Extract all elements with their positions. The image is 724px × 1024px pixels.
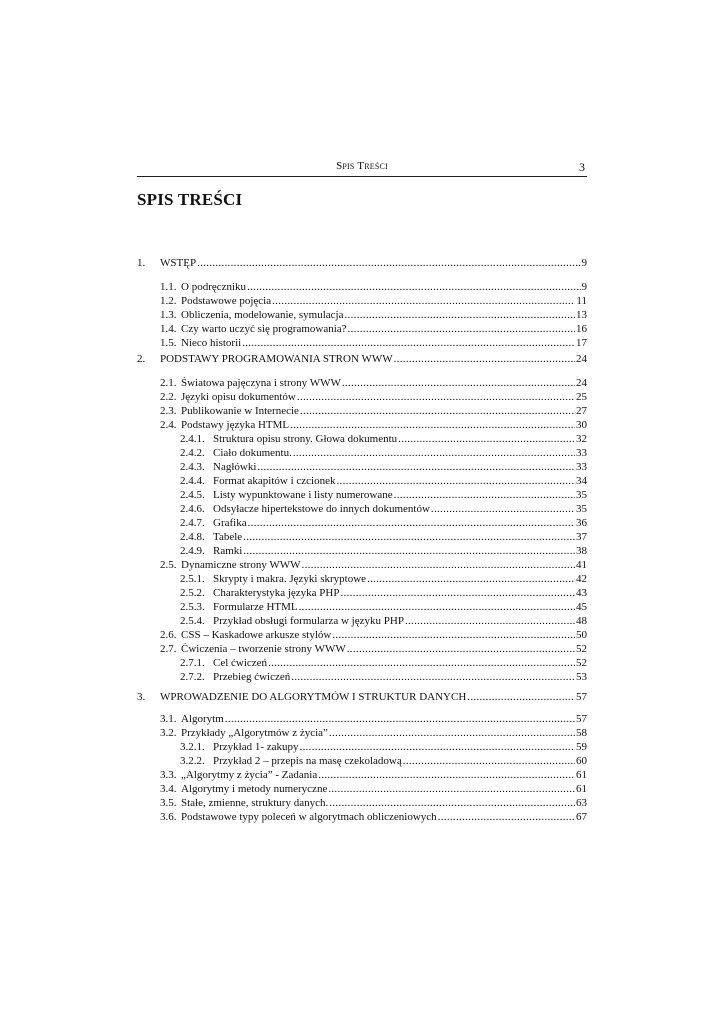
toc-entry (180, 601, 587, 614)
toc-dot-leader (438, 811, 575, 824)
toc-entry-title: Publikowanie w Internecie (181, 405, 299, 417)
toc-dot-leader (243, 545, 575, 558)
toc-entry (180, 447, 587, 460)
toc-entry-number: 2.1. (160, 377, 177, 389)
toc-entry-title: Charakterystyka języka PHP (213, 587, 340, 599)
toc-entry-page: 63 (576, 797, 587, 809)
toc-entry-title: Grafika (213, 517, 247, 529)
toc-entry-page: 35 (576, 489, 587, 501)
toc-entry-page: 60 (576, 755, 587, 767)
toc-entry-number: 2.4.9. (180, 545, 205, 557)
toc-entry-title: Przykład 2 – przepis na masę czekoladową (213, 755, 402, 767)
toc-dot-leader (467, 691, 575, 704)
toc-entry (180, 517, 587, 530)
toc-entry-page: 25 (576, 391, 587, 403)
toc-entry-number: 2.7.1. (180, 657, 205, 669)
toc-dot-leader (291, 671, 575, 684)
toc-entry-page: 24 (576, 377, 587, 389)
toc-entry-number: 2.4.4. (180, 475, 205, 487)
toc-entry-number: 2.7. (160, 643, 177, 655)
toc-entry-number: 3.3. (160, 769, 177, 781)
toc-entry-title: Odsyłacze hipertekstowe do innych dokumentów (213, 503, 430, 515)
toc-entry-title: CSS – Kaskadowe arkusze stylów (181, 629, 332, 641)
toc-entry (180, 755, 587, 768)
toc-entry-title: Przykład 1- zakupy (213, 741, 299, 753)
toc-entry (160, 323, 587, 336)
toc-entry-number: 1.3. (160, 309, 177, 321)
toc-entry-page: 17 (576, 337, 587, 349)
toc-entry-title: Tabele (213, 531, 243, 543)
toc-dot-leader (268, 657, 575, 670)
toc-entry-page: 13 (576, 309, 587, 321)
toc-entry-title: WSTĘP (160, 257, 197, 269)
toc-entry-number: 3.6. (160, 811, 177, 823)
toc-dot-leader (293, 447, 575, 460)
toc-dot-leader (248, 517, 575, 530)
toc-dot-leader (225, 713, 575, 726)
toc-entry-title: Dynamiczne strony WWW (181, 559, 301, 571)
toc-entry-number: 2.3. (160, 405, 177, 417)
toc-entry-number: 1. (137, 257, 146, 269)
toc-dot-leader (398, 433, 575, 446)
toc-dot-leader (272, 295, 575, 308)
toc-entry-title: Przebieg ćwiczeń (213, 671, 291, 683)
toc-dot-leader (302, 559, 575, 572)
toc-dot-leader (243, 531, 575, 544)
toc-dot-leader (300, 741, 575, 754)
toc-entry-page: 52 (576, 643, 587, 655)
toc-entry (180, 433, 587, 446)
toc-entry-page: 67 (576, 811, 587, 823)
toc-dot-leader (337, 475, 576, 488)
toc-entry-number: 2.2. (160, 391, 177, 403)
toc-entry-title: Czy warto uczyć się programowania? (181, 323, 347, 335)
toc-dot-leader (242, 337, 575, 350)
toc-entry-number: 1.2. (160, 295, 177, 307)
toc-entry (160, 337, 587, 350)
toc-entry (160, 295, 587, 308)
toc-dot-leader (197, 257, 580, 270)
toc-entry (180, 573, 587, 586)
running-header-title: Spis Treści (336, 160, 388, 172)
toc-entry (160, 419, 587, 432)
toc-dot-leader (328, 783, 575, 796)
toc-entry-title: WPROWADZENIE DO ALGORYTMÓW I STRUKTUR DANYCH (160, 691, 467, 703)
toc-entry (180, 475, 587, 488)
toc-entry-title: Podstawy języka HTML (181, 419, 290, 431)
toc-entry-number: 2.4.3. (180, 461, 205, 473)
toc-entry (137, 691, 587, 704)
toc-entry (160, 797, 587, 810)
toc-entry-page: 37 (576, 531, 587, 543)
toc-entry-number: 1.1. (160, 281, 177, 293)
toc-dot-leader (299, 601, 575, 614)
running-header-page-number: 3 (579, 160, 585, 174)
toc-entry (180, 461, 587, 474)
toc-entry-title: Algorytm (181, 713, 224, 725)
toc-entry-page: 9 (581, 281, 587, 293)
toc-entry-title: Nagłówki (213, 461, 257, 473)
toc-entry-number: 2.4.1. (180, 433, 205, 445)
toc-entry-page: 36 (576, 517, 587, 529)
toc-entry-title: Stałe, zmienne, struktury danych. (181, 797, 329, 809)
toc-dot-leader (367, 573, 575, 586)
toc-entry-title: PODSTAWY PROGRAMOWANIA STRON WWW (160, 353, 393, 365)
toc-entry-number: 2.4.2. (180, 447, 205, 459)
toc-dot-leader (340, 587, 575, 600)
toc-entry (160, 811, 587, 824)
toc-entry-number: 2.5.3. (180, 601, 205, 613)
toc-entry-number: 2.5. (160, 559, 177, 571)
toc-dot-leader (394, 353, 575, 366)
toc-entry-page: 61 (576, 783, 587, 795)
toc-entry-title: Ćwiczenia – tworzenie strony WWW (181, 643, 346, 655)
toc-entry-page: 59 (576, 741, 587, 753)
toc-entry-page: 16 (576, 323, 587, 335)
toc-entry-number: 3.1. (160, 713, 177, 725)
toc-entry-title: Obliczenia, modelowanie, symulacja (181, 309, 344, 321)
toc-entry (180, 615, 587, 628)
toc-entry (160, 309, 587, 322)
toc-entry (160, 391, 587, 404)
toc-entry-page: 45 (576, 601, 587, 613)
toc-entry-page: 9 (581, 257, 587, 269)
toc-entry-number: 2.4. (160, 419, 177, 431)
toc-entry (180, 587, 587, 600)
toc-dot-leader (345, 309, 576, 322)
toc-entry-title: Cel ćwiczeń (213, 657, 268, 669)
toc-entry-number: 2.4.5. (180, 489, 205, 501)
toc-entry-page: 38 (576, 545, 587, 557)
toc-entry-number: 3. (137, 691, 146, 703)
toc-entry (180, 671, 587, 684)
toc-entry (160, 727, 587, 740)
toc-entry-number: 3.2.2. (180, 755, 205, 767)
toc-dot-leader (405, 615, 575, 628)
toc-dot-leader (329, 797, 575, 810)
toc-entry (180, 741, 587, 754)
toc-entry (137, 257, 587, 270)
toc-entry (180, 545, 587, 558)
toc-entry-page: 61 (576, 769, 587, 781)
toc-entry (180, 657, 587, 670)
toc-entry-number: 1.4. (160, 323, 177, 335)
toc-entry-title: „Algorytmy z życia” - Zadania (181, 769, 318, 781)
toc-entry (160, 769, 587, 782)
toc-dot-leader (431, 503, 575, 516)
toc-entry-title: Przykład obsługi formularza w języku PHP (213, 615, 404, 627)
toc-entry-page: 48 (576, 615, 587, 627)
toc-entry-number: 2.4.6. (180, 503, 205, 515)
toc-entry (160, 405, 587, 418)
toc-entry-number: 2.7.2. (180, 671, 205, 683)
toc-dot-leader (347, 643, 575, 656)
toc-dot-leader (297, 391, 575, 404)
toc-entry-number: 2.5.4. (180, 615, 205, 627)
toc-entry (160, 629, 587, 642)
toc-entry-page: 53 (576, 671, 587, 683)
toc-entry (160, 559, 587, 572)
toc-entry-title: Skrypty i makra. Języki skryptowe (213, 573, 367, 585)
toc-entry-number: 1.5. (160, 337, 177, 349)
toc-entry-title: Podstawowe pojęcia (181, 295, 272, 307)
toc-entry-number: 2.4.8. (180, 531, 205, 543)
toc-entry-number: 3.5. (160, 797, 177, 809)
toc-entry (180, 531, 587, 544)
toc-dot-leader (247, 281, 580, 294)
toc-entry-number: 2.6. (160, 629, 177, 641)
toc-entry (180, 489, 587, 502)
toc-entry-page: 43 (576, 587, 587, 599)
toc-entry-title: O podręczniku (181, 281, 247, 293)
toc-entry (180, 503, 587, 516)
toc-entry-page: 57 (576, 691, 587, 703)
toc-entry (137, 353, 587, 366)
toc-entry-number: 2.5.2. (180, 587, 205, 599)
toc-dot-leader (290, 419, 575, 432)
toc-entry-page: 57 (576, 713, 587, 725)
toc-entry-number: 2.4.7. (180, 517, 205, 529)
toc-entry (160, 281, 587, 294)
toc-entry (160, 643, 587, 656)
toc-entry-page: 24 (576, 353, 587, 365)
toc-entry-number: 2. (137, 353, 146, 365)
toc-entry-page: 32 (576, 433, 587, 445)
toc-entry-page: 27 (576, 405, 587, 417)
toc-dot-leader (329, 727, 575, 740)
toc-dot-leader (403, 755, 575, 768)
toc-entry-page: 30 (576, 419, 587, 431)
toc-dot-leader (348, 323, 575, 336)
toc-entry-title: Przykłady „Algorytmów z życia” (181, 727, 328, 739)
toc-entry-page: 58 (576, 727, 587, 739)
toc-entry-page: 42 (576, 573, 587, 585)
toc-entry-title: Listy wypunktowane i listy numerowane (213, 489, 393, 501)
toc-entry-number: 2.5.1. (180, 573, 205, 585)
toc-entry (160, 783, 587, 796)
toc-entry-title: Światowa pajęczyna i strony WWW (181, 377, 341, 389)
toc-entry-page: 11 (576, 295, 587, 307)
toc-entry-title: Formularze HTML (213, 601, 298, 613)
page-title: SPIS TREŚCI (137, 190, 243, 209)
toc-entry-page: 33 (576, 461, 587, 473)
toc-entry-title: Ciało dokumentu. (213, 447, 292, 459)
toc-entry (160, 377, 587, 390)
toc-entry-page: 52 (576, 657, 587, 669)
toc-entry-number: 3.2.1. (180, 741, 205, 753)
toc-dot-leader (342, 377, 575, 390)
toc-dot-leader (257, 461, 575, 474)
toc-entry (160, 713, 587, 726)
toc-entry-page: 33 (576, 447, 587, 459)
toc-dot-leader (300, 405, 575, 418)
toc-entry-title: Ramki (213, 545, 243, 557)
toc-entry-number: 3.4. (160, 783, 177, 795)
toc-entry-title: Format akapitów i czcionek (213, 475, 336, 487)
toc-entry-title: Podstawowe typy poleceń w algorytmach obliczeniowych (181, 811, 437, 823)
toc-entry-page: 50 (576, 629, 587, 641)
toc-entry-title: Struktura opisu strony. Głowa dokumentu (213, 433, 398, 445)
toc-dot-leader (394, 489, 575, 502)
toc-dot-leader (332, 629, 575, 642)
toc-dot-leader (318, 769, 575, 782)
toc-entry-title: Algorytmy i metody numeryczne (181, 783, 328, 795)
toc-entry-title: Nieco historii (181, 337, 242, 349)
toc-entry-page: 34 (576, 475, 587, 487)
toc-entry-title: Języki opisu dokumentów (181, 391, 296, 403)
toc-entry-page: 35 (576, 503, 587, 515)
toc-entry-number: 3.2. (160, 727, 177, 739)
toc-entry-page: 41 (576, 559, 587, 571)
